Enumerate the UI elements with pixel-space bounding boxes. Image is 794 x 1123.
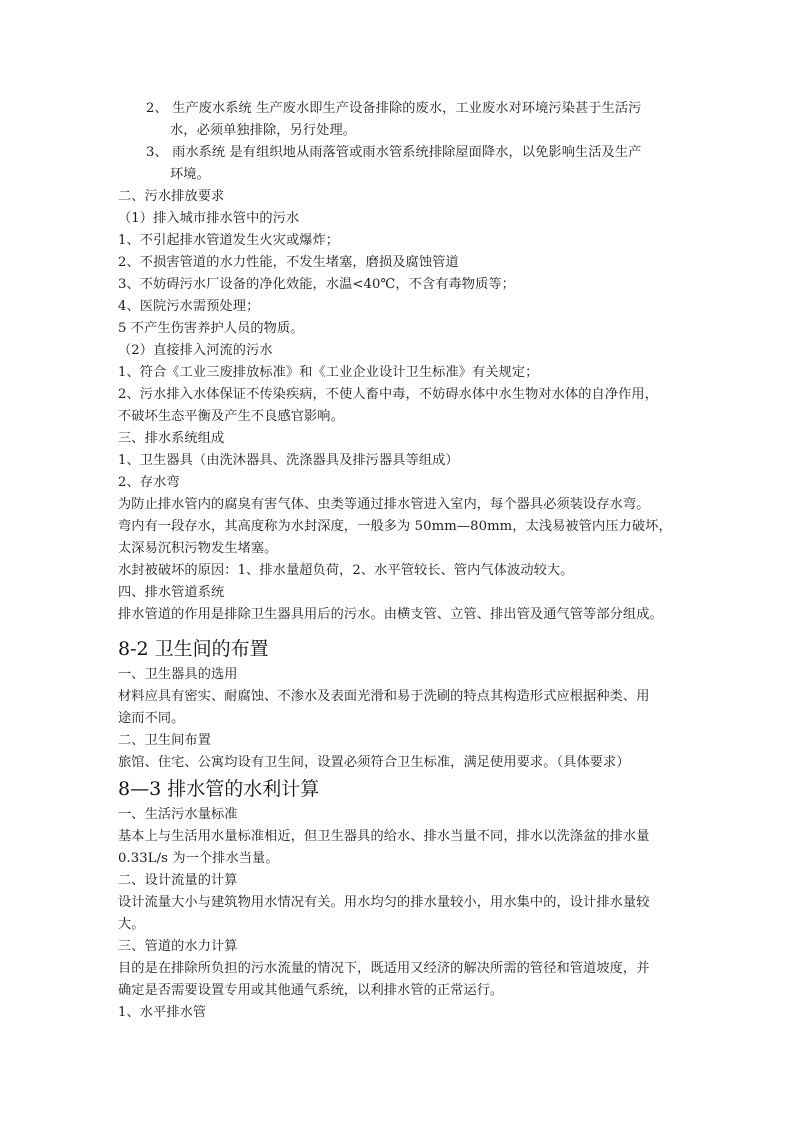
- text-line: 基本上与生活用水量标准相近，但卫生器具的给水、排水当量不同，排水以洗涤盆的排水量: [118, 829, 650, 844]
- text-line: 4、医院污水需预处理；: [118, 299, 260, 314]
- text-line: 三、管道的水力计算: [118, 939, 238, 954]
- text-line: 1、符合《工业三废排放标准》和《工业企业设计卫生标准》有关规定；: [118, 365, 539, 380]
- text-line: 水，必须单独排除，另行处理。: [170, 123, 357, 138]
- section-heading: 8-2 卫生间的布置: [118, 638, 269, 660]
- text-line: 二、卫生间布置: [118, 733, 212, 748]
- text-line: 2、污水排入水体保证不传染疾病，不使人畜中毒，不妨碍水体中水生物对水体的自净作用，: [118, 387, 658, 402]
- text-line: 目的是在排除所负担的污水流量的情况下，既适用又经济的解决所需的管径和管道坡度，并: [118, 961, 650, 976]
- text-line: 2、 生产废水系统 生产废水即生产设备排除的废水，工业废水对环境污染甚于生活污: [146, 101, 642, 116]
- text-line: 0.33L/s 为一个排水当量。: [118, 851, 279, 866]
- text-line: 三、排水系统组成: [118, 431, 225, 446]
- text-line: 环境。: [170, 167, 210, 182]
- text-line: 弯内有一段存水，其高度称为水封深度，一般多为 50mm—80mm，太浅易被管内压力破坏，: [118, 519, 672, 534]
- text-line: 5 不产生伤害养护人员的物质。: [118, 321, 304, 336]
- text-line: （2）直接排入河流的污水: [118, 343, 273, 358]
- text-line: 太深易沉积污物发生堵塞。: [118, 541, 278, 556]
- text-line: 3、不妨碍污水厂设备的净化效能，水温<40℃，不含有毒物质等；: [118, 277, 515, 292]
- text-line: 一、生活污水量标准: [118, 807, 238, 822]
- text-line: 水封被破坏的原因：1、排水量超负荷，2、水平管较长、管内气体波动较大。: [118, 563, 574, 578]
- text-line: 不破坏生态平衡及产生不良感官影响。: [118, 409, 344, 424]
- text-line: 材料应具有密实、耐腐蚀、不渗水及表面光滑和易于洗刷的特点其构造形式应根据种类、用: [118, 689, 650, 704]
- text-line: 2、存水弯: [118, 475, 180, 490]
- text-line: 1、水平排水管: [118, 1005, 207, 1020]
- text-line: 旅馆、住宅、公寓均设有卫生间，设置必须符合卫生标准，满足使用要求。（具体要求）: [118, 755, 630, 770]
- text-line: 1、卫生器具（由洗沐器具、洗涤器具及排污器具等组成）: [118, 453, 459, 468]
- text-line: 途而不同。: [118, 711, 185, 726]
- text-line: 二、污水排放要求: [118, 189, 225, 204]
- text-line: （1）排入城市排水管中的污水: [118, 211, 300, 226]
- text-line: 排水管道的作用是排除卫生器具用后的污水。由横支管、立管、排出管及通气管等部分组成。: [118, 607, 663, 622]
- text-line: 为防止排水管内的腐臭有害气体、虫类等通过排水管进入室内，每个器具必须装设存水弯。: [118, 497, 650, 512]
- text-line: 四、排水管道系统: [118, 585, 225, 600]
- text-line: 设计流量大小与建筑物用水情况有关。用水均匀的排水量较小，用水集中的，设计排水量较: [118, 895, 650, 910]
- text-line: 1、不引起排水管道发生火灾或爆炸；: [118, 233, 340, 248]
- text-line: 3、 雨水系统 是有组织地从雨落管或雨水管系统排除屋面降水，以免影响生活及生产: [146, 145, 642, 160]
- text-line: 二、设计流量的计算: [118, 873, 238, 888]
- text-line: 大。: [118, 917, 145, 932]
- text-line: 一、卫生器具的选用: [118, 667, 238, 682]
- section-heading: 8—3 排水管的水利计算: [118, 778, 320, 800]
- text-line: 确定是否需要设置专用或其他通气系统，以利排水管的正常运行。: [118, 983, 504, 998]
- text-line: 2、不损害管道的水力性能，不发生堵塞，磨损及腐蚀管道: [118, 255, 459, 270]
